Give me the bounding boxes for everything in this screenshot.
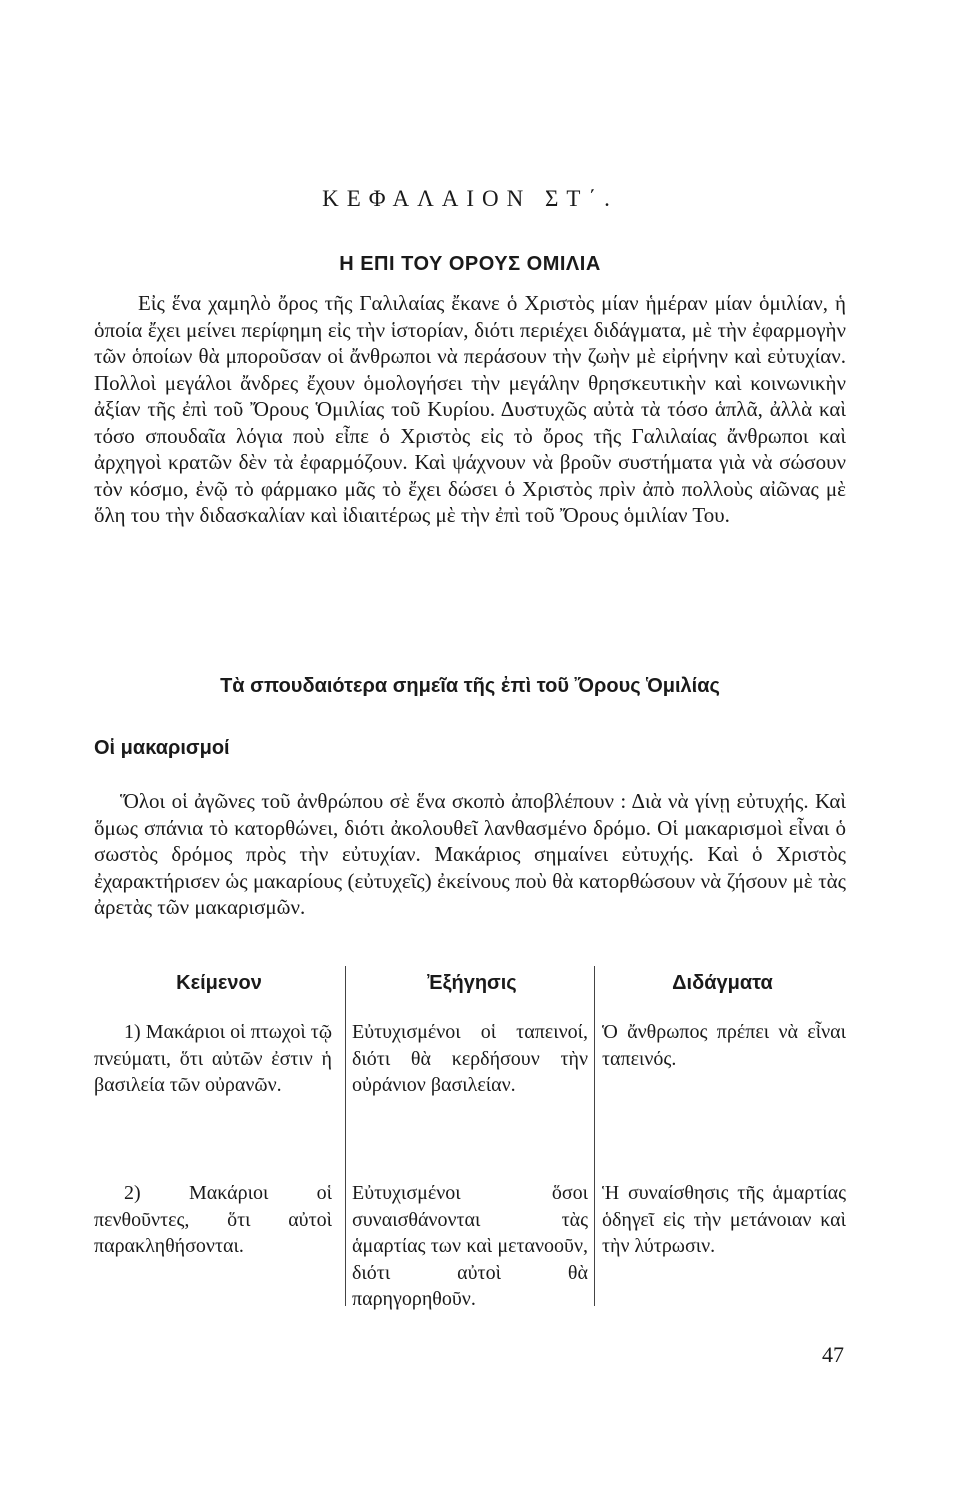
table-cell-explanation: Εὐτυχισμένοι ὅσοι συναισθάνονται τὰς ἁμαρτίας των καὶ μετανοοῦν, διότι αὐτοὶ θὰ παρηγορηθοῦν. (352, 1182, 588, 1310)
chapter-title: Η ΕΠΙ ΤΟΥ ΟΡΟΥΣ ΟΜΙΛΙΑ (339, 253, 601, 275)
table-cell-text: 2) Μακάριοι οἱ πενθοῦντες, ὅτι αὐτοὶ παρακληθήσονται. (94, 1182, 332, 1257)
table-header-text: Κείμενον (176, 972, 262, 994)
table-header-row (94, 966, 846, 1002)
table-cell-explanation: Εὐτυχισμένοι οἱ ταπεινοί, διότι θὰ κερδήσουν τὴν οὐράνιον βασιλείαν. (352, 1021, 588, 1096)
table-cell-lesson: Ἡ συναίσθησις τῆς ἁμαρτίας ὁδηγεῖ εἰς τὴν μετάνοιαν καὶ τὴν λύτρωσιν. (602, 1182, 846, 1257)
table-cell-text: 1) Μακάριοι οἱ πτωχοὶ τῷ πνεύματι, ὅτι αὐτῶν ἐστιν ἡ βασιλεία τῶν οὐρανῶν. (94, 1021, 332, 1096)
section-paragraph: Ὅλοι οἱ ἀγῶνες τοῦ ἀνθρώπου σὲ ἕνα σκοπὸ ἀποβλέπουν : Διὰ νὰ γίνῃ εὐτυχής. Καὶ ὅμως σπάνια τὸ κατορθώνει, διότι ἀκολουθεῖ λανθασμένο δρόμο. Οἱ μακαρισμοὶ εἶναι ὁ σωστὸς δρόμος πρὸς τὴν εὐτυχίαν. Μακάριος σημαίνει εὐτυχής. Καὶ ὁ Χριστὸς ἐχαρακτήρισεν ὡς μακαρίους (εὐτυχεῖς) ἐκείνους ποὺ θὰ κατορθώσουν νὰ ζήσουν μὲ τὰς ἀρετὰς τῶν μακαρισμῶν. (94, 789, 846, 919)
column-divider (345, 966, 346, 1306)
table-header-explanation: Ἐξήγησις (427, 972, 517, 994)
intro-paragraph: Εἰς ἕνα χαμηλὸ ὄρος τῆς Γαλιλαίας ἔκανε ὁ Χριστὸς μίαν ἡμέραν μίαν ὁμιλίαν, ἡ ὁποία ἔχει μείνει περίφημη εἰς τὴν ἱστορίαν, διότι περιέχει διδάγματα, μὲ τὴν ἐφαρμογὴν τῶν ὁποίων θὰ μποροῦσαν οἱ ἄνθρωποι νὰ περάσουν τὴν ζωὴν μὲ εἰρήνην καὶ εὐτυχίαν. Πολλοὶ μεγάλοι ἄνδρες ἔχουν ὁμολογήσει τὴν μεγάλην θρησκευτικὴν καὶ κοινωνικὴν ἀξίαν τῆς ἐπὶ τοῦ Ὄρους Ὁμιλίας τοῦ Κυρίου. Δυστυχῶς αὐτὰ τὰ τόσο ἁπλᾶ, ἀλλὰ καὶ τόσο σπουδαῖα λόγια ποὺ εἶπε ὁ Χριστὸς εἰς τὸ ὄρος τῆς Γαλιλαίας ἄνθρωποι καὶ ἀρχηγοὶ κρατῶν δὲν τὰ ἐφαρμόζουν. Καὶ ψάχνουν νὰ βροῦν συστήματα γιὰ νὰ σώσουν τὸν κόσμο, ἐνῷ τὸ φάρμακο μᾶς τὸ ἔχει δώσει ὁ Χριστὸς πρὶν ἀπὸ πολλοὺς αἰῶνας μὲ ὅλη του τὴν διδασκαλίαν καὶ ἰδιαιτέρως μὲ τὴν ἐπὶ τοῦ Ὄρους ὁμιλίαν Του. (94, 291, 846, 527)
section-title: Οἱ μακαρισμοί (94, 737, 230, 759)
chapter-heading: ΚΕΦΑΛΑΙΟΝ ΣΤ΄. (322, 186, 618, 211)
subheading: Τὰ σπουδαιότερα σημεῖα τῆς ἐπὶ τοῦ Ὄρους Ὁμιλίας (220, 675, 720, 697)
table-header-lessons: Διδάγματα (672, 972, 773, 994)
book-page (94, 0, 846, 1500)
column-divider (594, 966, 595, 1306)
table-cell-lesson: Ὁ ἄνθρωπος πρέπει νὰ εἶναι ταπεινός. (602, 1021, 846, 1070)
page-number: 47 (822, 1342, 844, 1367)
